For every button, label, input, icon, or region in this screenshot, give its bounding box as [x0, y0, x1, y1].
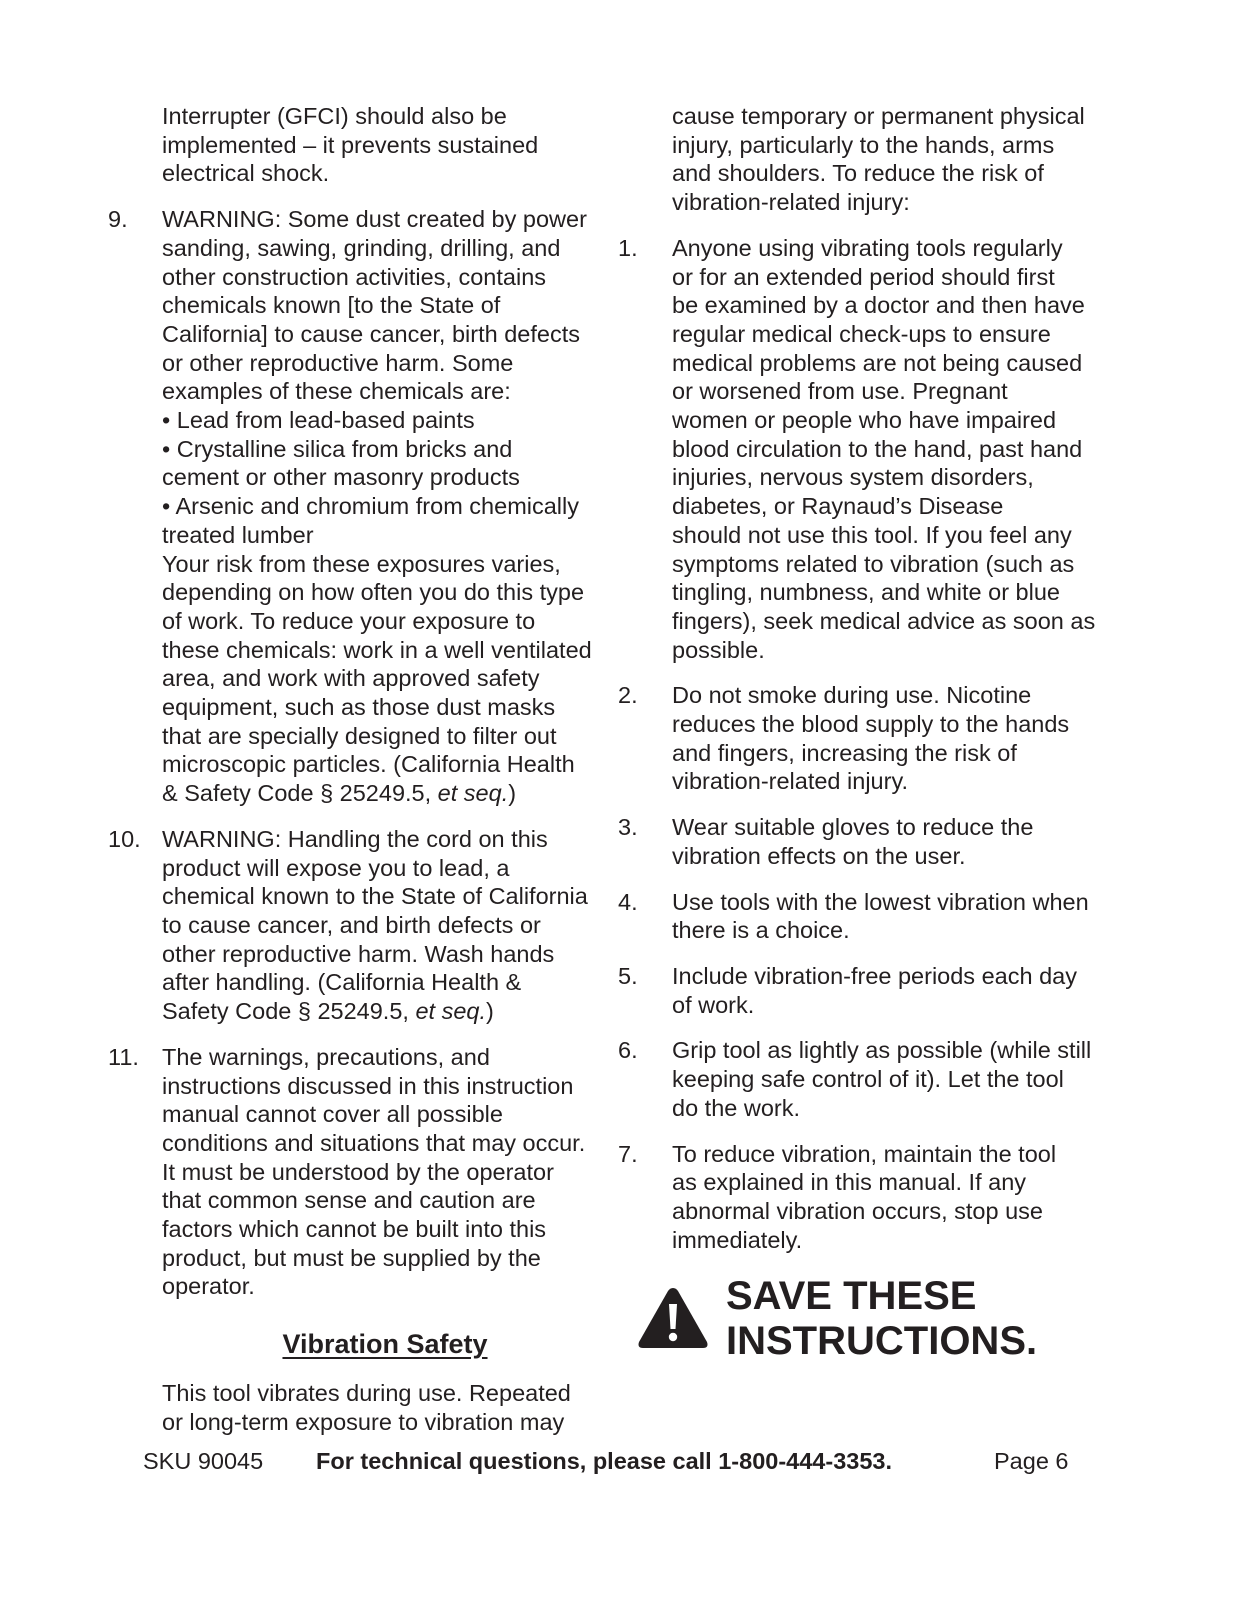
item-number: 6. [618, 1037, 638, 1064]
item-10-text: WARNING: Handling the cord on this product will expose you to lead, a chemical known to the State of California to cause cancer, and birth defects or other reproductive harm. Wash hands after handling. (California Health & Safety Code § 25249.5, et seq.) [162, 825, 588, 1025]
vibration-intro: This tool vibrates during use. Repeated or long-term exposure to vibration may [162, 1380, 571, 1435]
item-9-text: WARNING: Some dust created by power sanding, sawing, grinding, drilling, and other construction activities, contains chemicals known [to the State of California] to cause cancer, birth defects or other reproductive harm. Some examples of these chemicals are: • Lead from lead-based paints • Crystalline silica from bricks and cement or other masonry products • Arsenic and chromium from chemically treated lumber Your risk from these exposures varies, depending on how often you do this type of work. To reduce your exposure to these chemicals: work in a well ventilated area, and work with approved safety equipment, such as those dust masks that are specially designed to filter out microscopic particles. (California Health & Safety Code § 25249.5, et seq.) [162, 206, 592, 807]
item-text: Wear suitable gloves to reduce the vibration effects on the user. [672, 814, 1034, 869]
right-column [618, 102, 1118, 1254]
vibration-item-5 [618, 962, 1118, 1019]
item-number: 1. [618, 234, 638, 261]
item-text: Use tools with the lowest vibration when there is a choice. [672, 888, 1089, 944]
item-text: Anyone using vibrating tools regularly or for an extended period should first be examined by a doctor and then have regular medical check-ups to ensure medical problems are not being caused or worsened from use. Pregnant women or people who have impaired blood circulation to the hand, past hand injuries, nervous system disorders, diabetes, or Raynaud’s Disease should not use this tool. If you feel any symptoms related to vibration (such as tingling, numbness, and white or blue fingers), seek medical advice as soon as possible. [672, 234, 1096, 663]
vibration-item-7 [618, 1140, 1118, 1255]
warning-triangle-icon [636, 1285, 710, 1351]
gfci-continuation: Interrupter (GFCI) should also be implemented – it prevents sustained electrical shock. [162, 103, 539, 187]
item-number: 9. [108, 206, 128, 233]
vibration-item-2 [618, 681, 1118, 796]
item-text: Include vibration-free periods each day of work. [672, 962, 1077, 1018]
vibration-item-3 [618, 813, 1118, 870]
item-number: 4. [618, 888, 638, 915]
vibration-item-6 [618, 1036, 1118, 1122]
item-number: 5. [618, 962, 638, 989]
save-instructions-banner [636, 1274, 1037, 1364]
item-text: To reduce vibration, maintain the tool as explained in this manual. If any abnormal vibration occurs, stop use immediately. [672, 1140, 1057, 1253]
vibration-item-4 [618, 888, 1118, 945]
item-number: 11. [108, 1043, 139, 1070]
save-instructions-text: SAVE THESE INSTRUCTIONS. [726, 1274, 1038, 1363]
item-text: Grip tool as lightly as possible (while still keeping safe control of it). Let the tool do the work. [672, 1037, 1092, 1121]
warning-item-10 [108, 825, 608, 1026]
vibration-intro-continuation: cause temporary or permanent physical injury, particularly to the hands, arms and shoulders. To reduce the risk of vibration-related injury: [672, 103, 1085, 216]
warning-item-9 [108, 205, 608, 808]
item-number: 2. [618, 682, 638, 709]
sku-label: SKU 90045 [143, 1448, 264, 1474]
vibration-list [618, 234, 1118, 1255]
warning-item-11 [108, 1043, 608, 1301]
item-11-text: The warnings, precautions, and instructions discussed in this instruction manual cannot cover all possible conditions and situations that may occur. It must be understood by the operator that common sense and caution are factors which cannot be built into this product, but must be supplied by the operator. [162, 1043, 586, 1300]
item-number: 10. [108, 825, 141, 852]
item-text: Do not smoke during use. Nicotine reduces the blood supply to the hands and fingers, increasing the risk of vibration-related injury. [672, 682, 1070, 795]
left-column [108, 102, 608, 1437]
item-number: 3. [618, 814, 638, 841]
tech-support-phone: For technical questions, please call 1-800-444-3353. [316, 1448, 893, 1474]
page-number: Page 6 [994, 1448, 1069, 1474]
item-number: 7. [618, 1140, 638, 1167]
vibration-item-1 [618, 234, 1118, 665]
vibration-safety-heading: Vibration Safety [282, 1329, 488, 1360]
